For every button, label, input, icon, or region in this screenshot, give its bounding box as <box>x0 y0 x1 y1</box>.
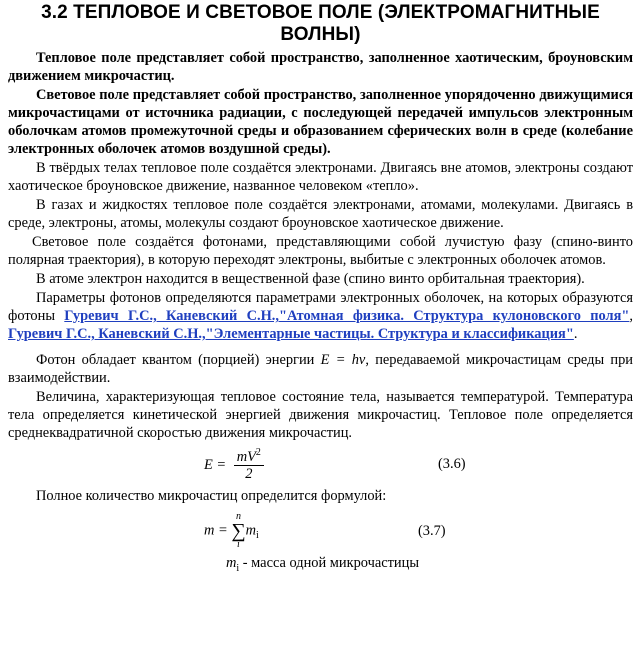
formula-3-7-number: (3.7) <box>418 523 446 539</box>
paragraph-photon-parameters-text: Параметры фотонов определяются параметрами электронных оболочек, на которых образуются фотоны <box>8 290 633 324</box>
legend-symbol: m <box>226 555 237 571</box>
legend-text: - масса одной микрочастицы <box>239 555 419 571</box>
formula-3-6-numerator-base: mV <box>236 449 256 465</box>
legend-mi <box>226 554 419 572</box>
paragraph-photons: Световое поле создаётся фотонами, представляющими собой лучистую фазу (спино-винто полярная траектория), в которую переходят электроны, выбитые с электронных оболочек атомов. <box>8 234 633 268</box>
formula-3-7-lhs: m = <box>204 522 228 539</box>
formula-3-7-lower-limit: i <box>237 539 240 550</box>
legend-row <box>8 554 633 576</box>
formula-3-7-sigma: ∑ <box>231 520 246 542</box>
formula-3-6 <box>8 443 633 487</box>
paragraph-photon-parameters <box>8 289 633 343</box>
photon-energy-formula: E = hν <box>320 352 366 368</box>
formula-3-6-fraction <box>234 449 264 482</box>
section-heading: 3.2 ТЕПЛОВОЕ И СВЕТОВОЕ ПОЛЕ (ЭЛЕКТРОМАГНИТНЫЕ ВОЛНЫ) <box>41 2 600 45</box>
paragraph-photon-energy <box>8 351 633 387</box>
formula-3-6-number: (3.6) <box>438 456 466 472</box>
reference-separator: , <box>629 308 633 324</box>
formula-3-6-numerator <box>234 449 264 466</box>
formula-3-7-term: m <box>245 522 256 539</box>
reference-end: . <box>573 326 578 342</box>
paragraph-light-field-definition: Световое поле представляет собой пространство, заполненное упорядоченно движущимися микрочастицами от источника радиации, с последующей передачей импульсов электронным оболочкам атомов промежуточной среды и образованием сферических волн в среде (колебание электронных оболочек атомов воздушной среды). <box>8 87 633 157</box>
paragraph-atom-electron: В атоме электрон находится в вещественной фазе (спино винто орбитальная траектория). <box>36 271 585 287</box>
paragraph-gases-liquids: В газах и жидкостях тепловое поле создаётся электронами, атомами, молекулами. Двигаясь в среде, электроны, атомы, молекулы создают броуновское хаотическое движение. <box>8 197 633 231</box>
paragraph-total-count: Полное количество микрочастиц определится формулой: <box>36 488 387 504</box>
paragraph-solids: В твёрдых телах тепловое поле создаётся электронами. Двигаясь вне атомов, электроны создают хаотическое броуновское движение, названное человеком «тепло». <box>8 160 633 194</box>
formula-3-6-lhs: E = <box>204 456 227 473</box>
reference-link-elementary-particles[interactable]: Гуревич Г.С., Каневский С.Н.,"Элементарные частицы. Структура и классификация" <box>8 326 574 342</box>
photon-energy-text-post: , передаваемой микрочастицам среды при взаимодействии. <box>8 352 634 386</box>
photon-energy-text-pre: Фотон обладает квантом (порцией) энергии <box>36 352 321 368</box>
formula-3-6-exponent: 2 <box>255 447 261 459</box>
formula-3-6-expression <box>204 449 264 482</box>
formula-3-6-denominator: 2 <box>245 466 253 482</box>
formula-3-7-sum <box>231 512 245 550</box>
reference-link-atomic-physics[interactable]: Гуревич Г.С., Каневский С.Н.,"Атомная физика. Структура кулоновского поля" <box>64 308 630 324</box>
paragraph-thermal-field-definition: Тепловое поле представляет собой пространство, заполненное хаотическим, броуновским движением микрочастиц. <box>8 50 633 84</box>
formula-3-7-term-sub: i <box>255 530 259 542</box>
formula-3-7-upper-limit: n <box>235 511 241 522</box>
paragraph-temperature: Величина, характеризующая тепловое состояние тела, называется температурой. Температура тела определяется кинетической энергией движения микрочастиц. Тепловое поле определяется среднеквадратичной скоростью движения микрочастиц. <box>8 389 633 441</box>
formula-3-7 <box>8 506 633 554</box>
legend-symbol-sub: i <box>236 562 240 574</box>
formula-3-7-expression <box>204 512 259 550</box>
